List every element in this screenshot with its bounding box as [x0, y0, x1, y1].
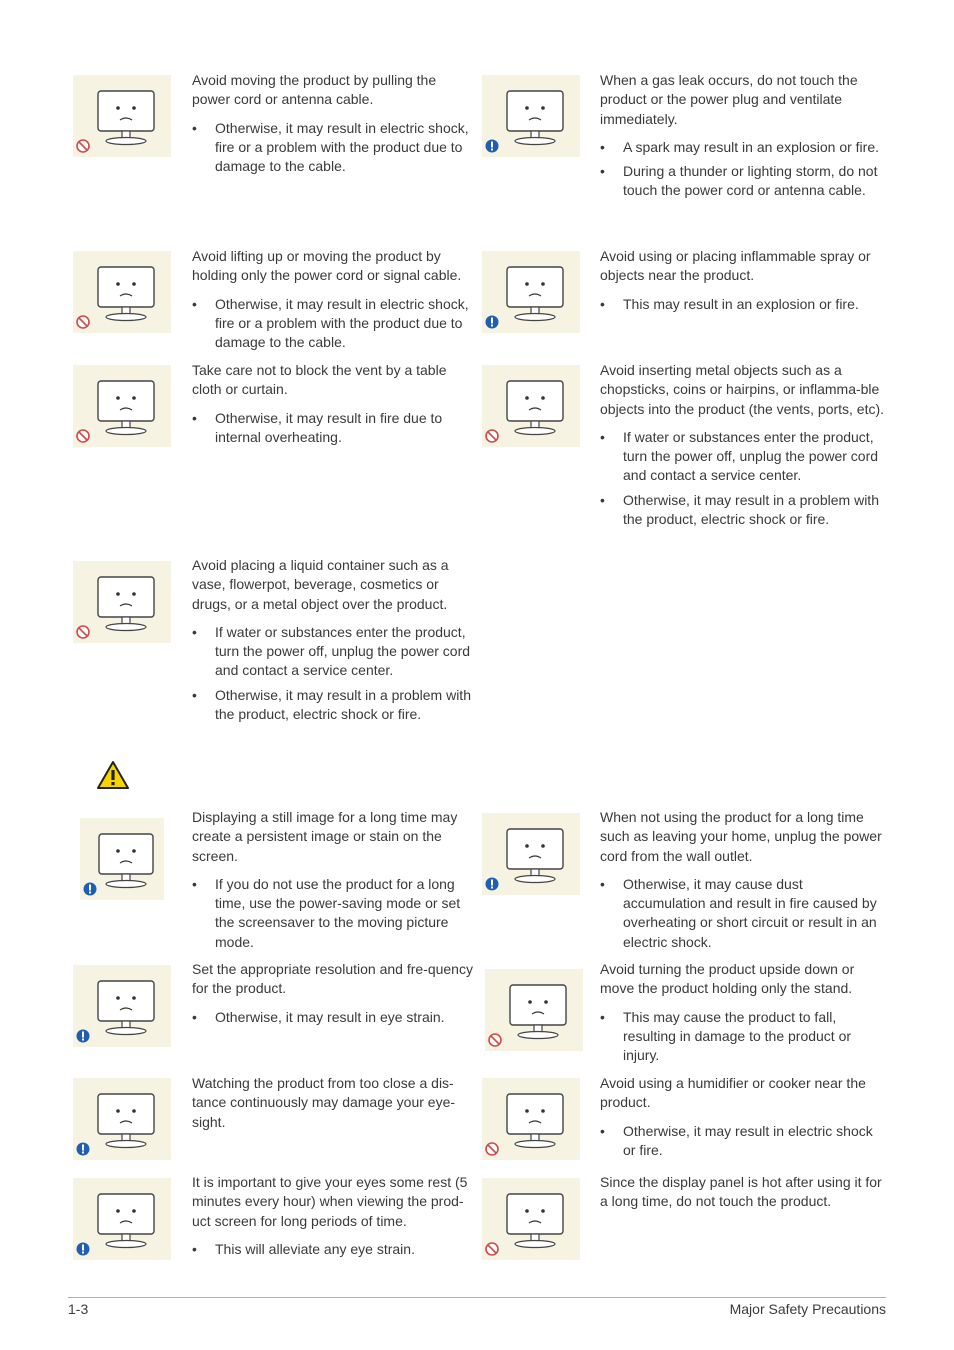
bullet-item: • Otherwise, it may result in electric shock or fire.	[600, 1122, 885, 1161]
bullet-item: • Otherwise, it may result in fire due to internal overheating.	[192, 409, 474, 448]
monitor-illustration	[73, 561, 171, 643]
illustration-liquid	[73, 561, 171, 643]
item-text: Avoid inserting metal objects such as a chopsticks, coins or hairpins, or inflamma-ble objects into the product (the vents, ports, etc).	[600, 362, 885, 417]
bullet-item: • This may result in an explosion or fire.	[600, 295, 885, 314]
bullet-list	[192, 875, 474, 952]
monitor-illustration	[73, 75, 171, 157]
item-humidifier	[600, 1074, 885, 1165]
bullet-item: • A spark may result in an explosion or fire.	[600, 138, 885, 157]
item-text: Avoid using or placing inflammable spray or objects near the product.	[600, 248, 871, 284]
bullet-item: • If water or substances enter the product, turn the power off, unplug the power cord and contact a service center.	[192, 623, 474, 681]
monitor-illustration	[73, 965, 171, 1047]
item-text: Avoid placing a liquid container such as a vase, flowerpot, beverage, cosmetics or drugs, or a metal object over the product.	[192, 557, 449, 612]
illustration-unplug	[482, 813, 580, 895]
caution-triangle-icon	[96, 760, 130, 790]
bullet-list	[600, 875, 885, 952]
item-upside-down	[600, 960, 885, 1070]
monitor-illustration	[482, 365, 580, 447]
bullet-item: • If water or substances enter the product, turn the power off, unplug the power cord and contact a service center.	[600, 428, 885, 486]
illustration-spray	[482, 251, 580, 333]
bullet-list	[600, 138, 885, 201]
bullet-item: • This may cause the product to fall, resulting in damage to the product or injury.	[600, 1008, 885, 1066]
illustration-vent	[73, 365, 171, 447]
bullet-list	[600, 1008, 885, 1066]
item-text: When not using the product for a long time such as leaving your home, unplug the power cord from the wall outlet.	[600, 809, 882, 864]
item-text: Take care not to block the vent by a table cloth or curtain.	[192, 362, 447, 398]
mandatory-icon	[486, 140, 499, 153]
monitor-illustration	[73, 251, 171, 333]
item-pull-cord	[192, 71, 474, 181]
item-text: Avoid lifting up or moving the product by holding only the power cord or signal cable.	[192, 248, 462, 284]
monitor-illustration	[80, 818, 164, 900]
illustration-upside-down	[485, 969, 583, 1051]
monitor-illustration	[482, 1178, 580, 1260]
prohibit-icon	[486, 430, 498, 442]
bullet-list	[192, 623, 474, 724]
bullet-item: • Otherwise, it may cause dust accumulation and result in fire caused by overheating or short circuit or result in an electric shock.	[600, 875, 885, 952]
bullet-item: • Otherwise, it may result in electric shock, fire or a problem with the product due to damage to the cable.	[192, 119, 474, 177]
prohibit-icon	[489, 1034, 501, 1046]
monitor-illustration	[73, 365, 171, 447]
bullet-list	[192, 1240, 474, 1259]
bullet-list	[192, 119, 474, 177]
item-resolution	[192, 960, 474, 1032]
bullet-item: • Otherwise, it may result in electric shock, fire or a problem with the product due to damage to the cable.	[192, 295, 474, 353]
footer-divider	[68, 1297, 886, 1298]
bullet-item: • Otherwise, it may result in eye strain.	[192, 1008, 474, 1027]
monitor-illustration	[482, 1078, 580, 1160]
bullet-list	[192, 1008, 474, 1027]
illustration-metal-objects	[482, 365, 580, 447]
item-metal-objects	[600, 361, 885, 534]
illustration-gas-leak	[482, 75, 580, 157]
bullet-list	[600, 1122, 885, 1161]
bullet-list	[192, 295, 474, 353]
item-vent	[192, 361, 474, 452]
mandatory-icon	[77, 1243, 90, 1256]
monitor-illustration	[73, 1178, 171, 1260]
prohibit-icon	[77, 626, 89, 638]
monitor-illustration	[482, 813, 580, 895]
bullet-list	[600, 428, 885, 529]
prohibit-icon	[77, 316, 89, 328]
bullet-item: • This will alleviate any eye strain.	[192, 1240, 474, 1259]
bullet-item: • If you do not use the product for a long time, use the power-saving mode or set the screensaver to the moving picture mode.	[192, 875, 474, 952]
section-title: Major Safety Precautions	[729, 1301, 886, 1317]
monitor-illustration	[73, 1078, 171, 1160]
item-too-close	[192, 1074, 474, 1141]
item-text: Since the display panel is hot after using it for a long time, do not touch the product.	[600, 1174, 882, 1210]
item-text: Avoid turning the product upside down or move the product holding only the stand.	[600, 961, 855, 997]
item-lift-cord	[192, 247, 474, 357]
prohibit-icon	[77, 140, 89, 152]
item-text: When a gas leak occurs, do not touch the product or the power plug and ventilate immediately.	[600, 72, 858, 127]
item-text: Set the appropriate resolution and fre-quency for the product.	[192, 961, 473, 997]
item-hot-panel	[600, 1173, 885, 1221]
monitor-illustration	[485, 969, 583, 1051]
mandatory-icon	[77, 1030, 90, 1043]
item-text: Avoid moving the product by pulling the power cord or antenna cable.	[192, 72, 437, 108]
item-unplug	[600, 808, 885, 957]
bullet-item: • During a thunder or lighting storm, do not touch the power cord or antenna cable.	[600, 162, 885, 201]
mandatory-icon	[486, 316, 499, 329]
item-still-image	[192, 808, 474, 957]
mandatory-icon	[84, 883, 97, 896]
item-gas-leak	[600, 71, 885, 206]
prohibit-icon	[77, 430, 89, 442]
illustration-lift-cord	[73, 251, 171, 333]
item-liquid	[192, 556, 474, 729]
illustration-too-close	[73, 1078, 171, 1160]
item-text: Avoid using a humidifier or cooker near the product.	[600, 1075, 866, 1111]
monitor-illustration	[482, 251, 580, 333]
item-text: Watching the product from too close a dis-tance continuously may damage your eye-sight.	[192, 1075, 456, 1130]
prohibit-icon	[486, 1143, 498, 1155]
item-spray	[600, 247, 885, 319]
bullet-list	[192, 409, 474, 448]
illustration-pull-cord	[73, 75, 171, 157]
mandatory-icon	[486, 878, 499, 891]
illustration-hot-panel	[482, 1178, 580, 1260]
illustration-eye-rest	[73, 1178, 171, 1260]
item-text: It is important to give your eyes some rest (5 minutes every hour) when viewing the prod-uct screen for long periods of time.	[192, 1174, 468, 1229]
item-eye-rest	[192, 1173, 474, 1264]
bullet-list	[600, 295, 885, 314]
prohibit-icon	[486, 1243, 498, 1255]
illustration-still-image	[80, 818, 164, 900]
mandatory-icon	[77, 1143, 90, 1156]
illustration-humidifier	[482, 1078, 580, 1160]
bullet-item: • Otherwise, it may result in a problem with the product, electric shock or fire.	[192, 686, 474, 725]
illustration-resolution	[73, 965, 171, 1047]
bullet-item: • Otherwise, it may result in a problem with the product, electric shock or fire.	[600, 491, 885, 530]
page-number: 1-3	[68, 1301, 89, 1317]
item-text: Displaying a still image for a long time may create a persistent image or stain on the screen.	[192, 809, 458, 864]
monitor-illustration	[482, 75, 580, 157]
